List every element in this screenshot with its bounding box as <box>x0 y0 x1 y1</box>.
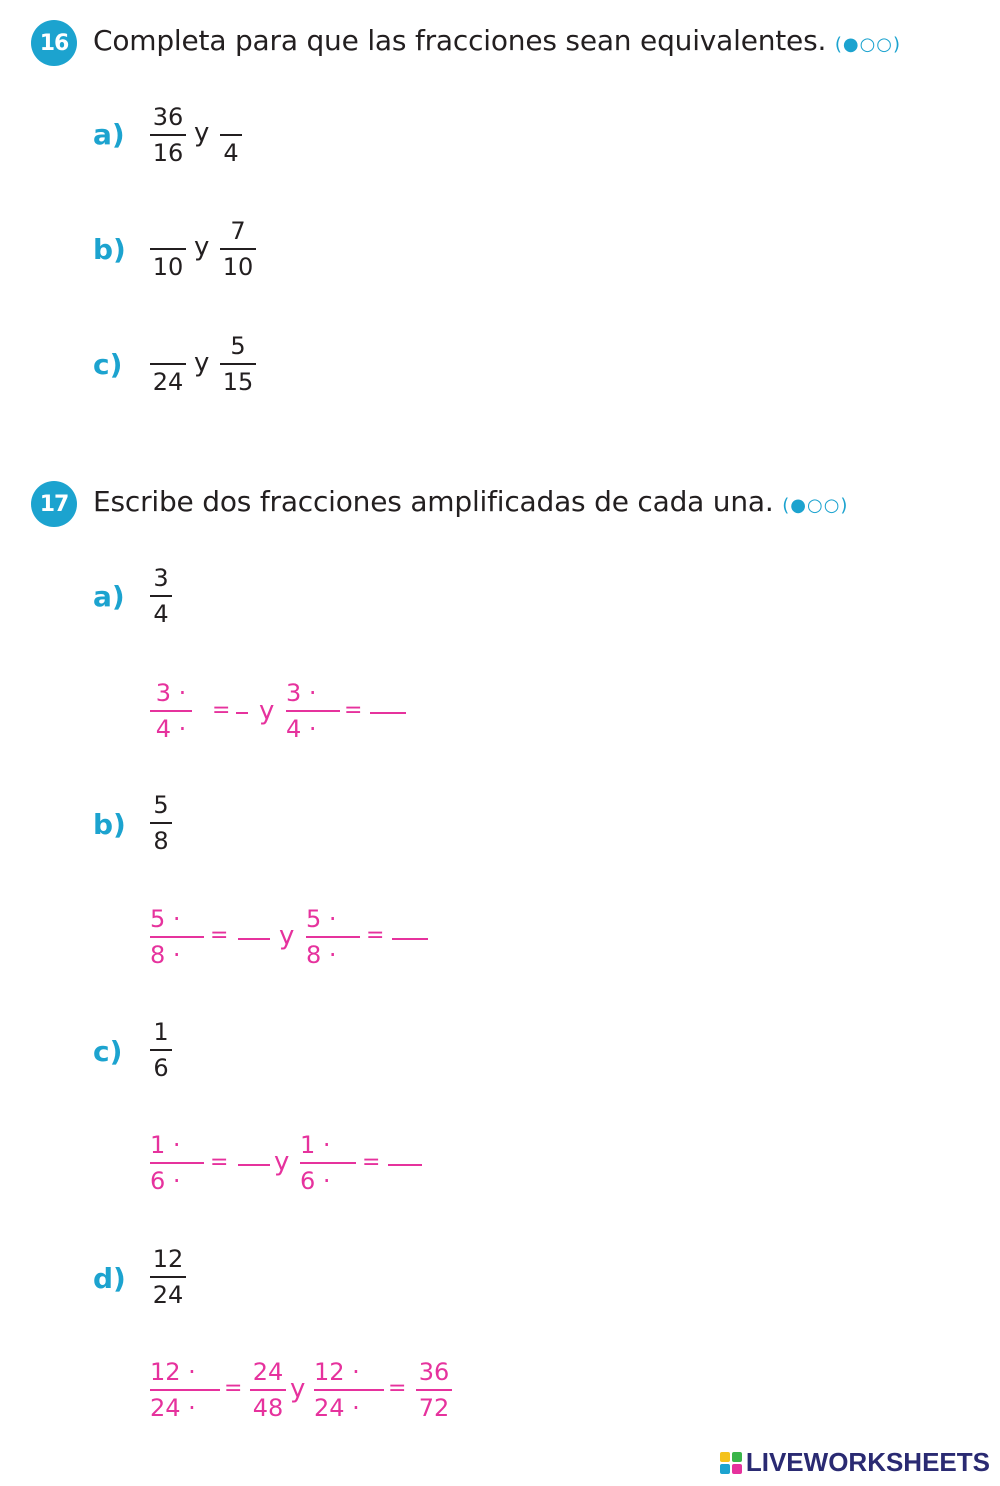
answer-fraction: 36 72 <box>416 1358 452 1422</box>
fraction-blank-numerator: 4 <box>220 103 242 167</box>
answer-fraction: 24 48 <box>250 1358 286 1422</box>
fraction: 3 4 <box>150 564 172 628</box>
item-label: c) <box>93 348 123 381</box>
answer-blank[interactable] <box>238 938 270 940</box>
equals-sign: = <box>212 698 231 723</box>
item-label: a) <box>93 118 125 151</box>
equals-sign: = <box>344 698 363 723</box>
equals-sign: = <box>224 1376 243 1401</box>
answer-blank[interactable] <box>220 103 242 131</box>
answer-fraction: 3 · 4 · <box>150 679 192 743</box>
exercise-instruction: Completa para que las fracciones sean equivalentes. (●○○) <box>93 24 902 57</box>
fraction-blank-numerator: 24 <box>150 332 186 396</box>
answer-fraction: 3 · 4 · <box>286 679 340 743</box>
liveworksheets-icon <box>720 1452 742 1474</box>
fraction: 12 24 <box>150 1245 186 1309</box>
answer-fraction: 5 · 8 · <box>150 905 204 969</box>
answer-fraction: 1 · 6 · <box>300 1131 356 1195</box>
equals-sign: = <box>366 923 385 948</box>
equals-sign: = <box>210 923 229 948</box>
answer-blank[interactable] <box>150 217 186 245</box>
equals-sign: = <box>210 1150 229 1175</box>
connector-text: y <box>259 696 275 726</box>
connector-text: y <box>194 118 210 148</box>
item-label: a) <box>93 580 125 613</box>
item-label: b) <box>93 808 126 841</box>
answer-blank[interactable] <box>370 712 406 714</box>
answer-fraction: 12 · 24 · <box>314 1358 384 1422</box>
connector-text: y <box>290 1374 306 1404</box>
answer-fraction: 12 · 24 · <box>150 1358 220 1422</box>
fraction: 36 16 <box>150 103 186 167</box>
answer-fraction: 5 · 8 · <box>306 905 360 969</box>
connector-text: y <box>194 348 210 378</box>
fraction: 1 6 <box>150 1018 172 1082</box>
item-label: d) <box>93 1262 126 1295</box>
fraction: 5 8 <box>150 791 172 855</box>
answer-blank[interactable] <box>388 1164 422 1166</box>
difficulty-indicator: (●○○) <box>834 34 902 55</box>
exercise-instruction: Escribe dos fracciones amplificadas de cada una. (●○○) <box>93 485 849 518</box>
equals-sign: = <box>388 1376 407 1401</box>
exercise-number-badge: 16 <box>31 20 77 66</box>
answer-fraction: 1 · 6 · <box>150 1131 204 1195</box>
item-label: b) <box>93 233 126 266</box>
fraction: 5 15 <box>220 332 256 396</box>
answer-blank[interactable] <box>238 1164 270 1166</box>
fraction-blank-numerator: 10 <box>150 217 186 281</box>
answer-blank[interactable] <box>236 712 248 714</box>
answer-blank[interactable] <box>392 938 428 940</box>
connector-text: y <box>279 921 295 951</box>
item-label: c) <box>93 1035 123 1068</box>
exercise-number-badge: 17 <box>31 481 77 527</box>
equals-sign: = <box>362 1150 381 1175</box>
connector-text: y <box>194 232 210 262</box>
difficulty-indicator: (●○○) <box>782 495 849 516</box>
fraction: 7 10 <box>220 217 256 281</box>
connector-text: y <box>274 1147 290 1177</box>
brand-logo[interactable]: LIVEWORKSHEETS <box>720 1447 990 1478</box>
answer-blank[interactable] <box>150 332 186 360</box>
